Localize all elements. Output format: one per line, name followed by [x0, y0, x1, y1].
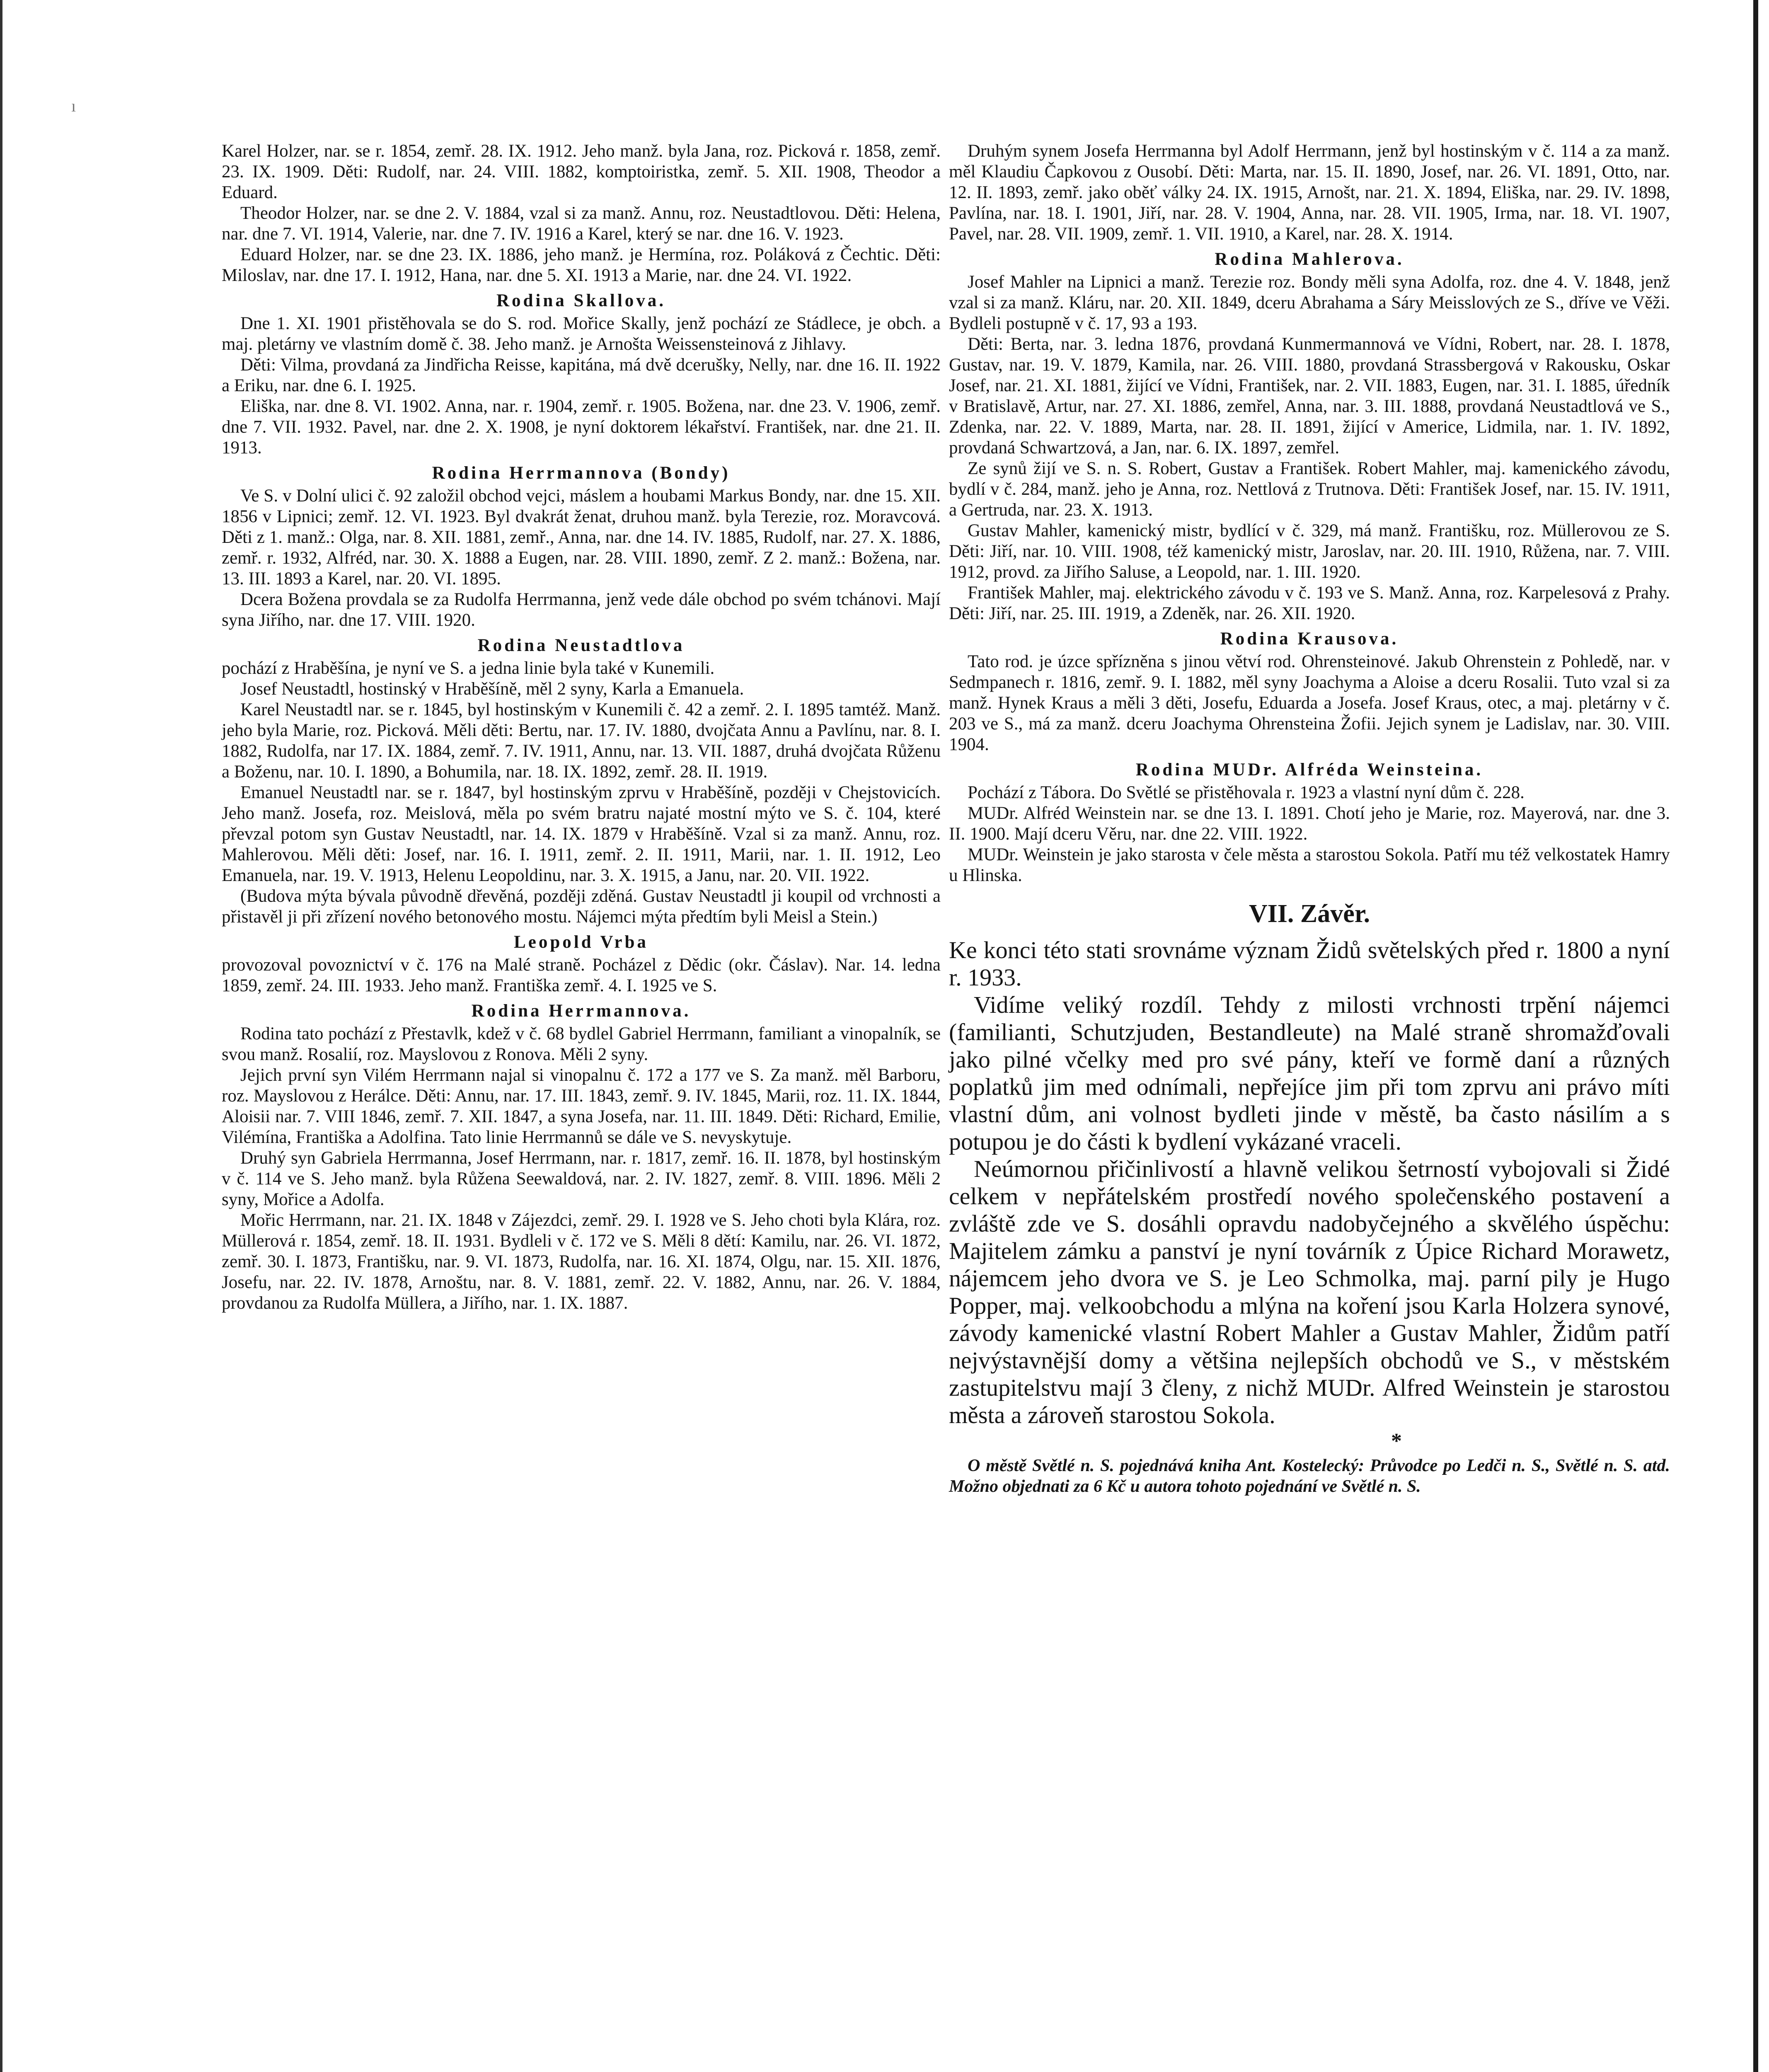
paragraph: Pochází z Tábora. Do Světlé se přistěhovala r. 1923 a vlastní nyní dům č. 228. — [968, 783, 1525, 802]
paragraph: Eduard Holzer, nar. se dne 23. IX. 1886, jeho manž. je Hermína, roz. Poláková z Čechtic. Děti: Miloslav, nar. dne 17. I. 1912, Hana, nar. dne 5. XI. 1913 a Marie, nar. dne 24. VI. 1922. — [222, 245, 941, 285]
section-heading: Rodina Skallova. — [496, 291, 666, 310]
scan-dot: ı — [71, 97, 76, 115]
paragraph: pochází z Hraběšína, je nyní ve S. a jedna linie byla také v Kunemili. — [222, 658, 715, 678]
conclusion-paragraph: Vidíme veliký rozdíl. Tehdy z milosti vrchnosti trpění nájemci (familianti, Schutzjuden, Bestandleute) na Malé straně shromažďovali jako pilné včelky med pro své pány, kteří ve formě daní a různých poplatků jim med odnímali, nepřejíce jim při tom zprvu ani právo míti vlastní dům, ani volnost bydleti jinde v městě, ba často násilím a s potupou je do části k bydlení vykázané vraceli. — [949, 991, 1670, 1155]
paragraph: Jejich první syn Vilém Herrmann najal si vinopalnu č. 172 a 177 ve S. Za manž. měl Barboru, roz. Mayslovou z Herálce. Děti: Annu, nar. 17. III. 1843, zemř. 9. IV. 1845, Marii, roz. 11. IX. 1844, Aloisii nar. 7. VIII 1846, zemř. 7. XII. 1847, a syna Josefa, nar. 11. III. 1849. Děti: Richard, Emilie, Vilémína, Františka a Adolfina. Tato linie Herrmannů se dále ve S. nevyskytuje. — [222, 1065, 941, 1147]
conclusion-paragraph: Ke konci této stati srovnáme význam Židů světelských před r. 1800 a nyní r. 1933. — [949, 937, 1670, 991]
section-heading: Leopold Vrba — [514, 932, 649, 952]
paragraph: Druhý syn Gabriela Herrmanna, Josef Herrmann, nar. r. 1817, zemř. 16. II. 1878, byl hostinským v č. 114 ve S. Jeho manž. byla Růžena Seewaldová, nar. 2. IV. 1827, zemř. 8. VIII. 1896. Měli 2 syny, Mořice a Adolfa. — [222, 1148, 941, 1209]
scan-edge-right — [1753, 0, 1758, 2072]
left-column — [222, 141, 941, 1314]
paragraph: Ve S. v Dolní ulici č. 92 založil obchod vejci, máslem a houbami Markus Bondy, nar. dne 15. XII. 1856 v Lipnici; zemř. 12. VI. 1923. Byl dvakrát ženat, druhou manž. byla Terezie, roz. Moravcová. Děti z 1. manž.: Olga, nar. 8. XII. 1881, zemř., Anna, nar. dne 14. IV. 1885, Rudolf, nar. 27. X. 1886, zemř. r. 1932, Alfréd, nar. 30. X. 1888 a Eugen, nar. 28. VIII. 1890, zemř. Z 2. manž.: Božena, nar. 13. III. 1893 a Karel, nar. 20. VI. 1895. — [222, 486, 941, 588]
paragraph: Josef Neustadtl, hostinský v Hraběšíně, měl 2 syny, Karla a Emanuela. — [240, 679, 744, 699]
paragraph: Eliška, nar. dne 8. VI. 1902. Anna, nar. r. 1904, zemř. r. 1905. Božena, nar. dne 23. V. 1906, zemř. dne 7. VII. 1932. Pavel, nar. dne 2. X. 1908, je nyní doktorem lékařství. František, nar. dne 21. II. 1913. — [222, 397, 941, 457]
paragraph: Děti: Berta, nar. 3. ledna 1876, provdaná Kunmermannová ve Vídni, Robert, nar. 28. I. 1878, Gustav, nar. 19. V. 1879, Kamila, nar. 26. VIII. 1880, provdaná Strassbergová v Rakousku, Oskar Josef, nar. 21. XI. 1881, žijící ve Vídni, František, nar. 2. VII. 1883, Eugen, nar. 31. I. 1885, úředník v Bratislavě, Artur, nar. 27. XI. 1886, zemřel, Anna, nar. 3. III. 1888, provdaná Neustadtlová ve S., Zdenka, nar. 22. V. 1889, Marta, nar. 28. II. 1891, žijící v Americe, Lidmila, nar. 1. IV. 1892, provdaná Schwartzová, a Jan, nar. 6. IX. 1897, zemřel. — [949, 334, 1670, 457]
paragraph: MUDr. Alfréd Weinstein nar. se dne 13. I. 1891. Chotí jeho je Marie, roz. Mayerová, nar. dne 3. II. 1900. Mají dceru Věru, nar. dne 22. VIII. 1922. — [949, 804, 1670, 844]
paragraph: Druhým synem Josefa Herrmanna byl Adolf Herrmann, jenž byl hostinským v č. 114 a za manž. měl Klaudiu Čapkovou z Ousobí. Děti: Marta, nar. 15. II. 1890, Josef, nar. 26. VI. 1891, Otto, nar. 12. II. 1893, zemř. jako oběť války 24. IX. 1915, Arnošt, nar. 21. X. 1894, Eliška, nar. 29. IV. 1898, Pavlína, nar. 18. I. 1901, Jiří, nar. 28. V. 1904, Anna, nar. 28. VII. 1905, Irma, nar. 18. VI. 1907, Pavel, nar. 28. VII. 1909, zemř. 1. VII. 1910, a Karel, nar. 28. X. 1914. — [949, 141, 1670, 244]
paragraph: František Mahler, maj. elektrického závodu v č. 193 ve S. Manž. Anna, roz. Karpelesová z Prahy. Děti: Jiří, nar. 25. III. 1919, a Zdeněk, nar. 26. XII. 1920. — [949, 583, 1670, 623]
right-column — [949, 141, 1670, 1497]
paragraph: Rodina tato pochází z Přestavlk, kdež v č. 68 bydlel Gabriel Herrmann, familiant a vinopalník, se svou manž. Rosalií, roz. Mayslovou z Ronova. Měli 2 syny. — [222, 1024, 941, 1064]
conclusion-paragraph: Neúmornou přičinlivostí a hlavně velikou šetrností vybojovali si Židé celkem v nepřátelském prostředí nového společenského postavení a zvláště zde ve S. dosáhli opravdu nadobyčejného a skvělého úspěchu: Majitelem zámku a panství je nyní továrník z Úpice Richard Morawetz, nájemcem jeho dvora ve S. je Leo Schmolka, maj. parní pily je Hugo Popper, maj. velkoobchodu a mlýna na koření jsou Karla Holzera synové, závody kamenické vlastní Robert Mahler a Gustav Mahler, Židům patří nejvýstavnější domy a většina nejlepších obchodů ve S., v městském zastupitelstvu mají 3 členy, z nichž MUDr. Alfred Weinstein je starostou města a zároveň starostou Sokola. — [949, 1155, 1670, 1428]
paragraph: Ze synů žijí ve S. n. S. Robert, Gustav a František. Robert Mahler, maj. kamenického závodu, bydlí v č. 284, manž. jeho je Anna, roz. Nettlová z Trutnova. Děti: František Josef, nar. 15. IV. 1911, a Gertruda, nar. 23. X. 1913. — [949, 459, 1670, 520]
footnote: O městě Světlé n. S. pojednává kniha Ant. Kostelecký: Průvodce po Ledči n. S., Světlé n. S. atd. Možno objednati za 6 Kč u autora tohoto pojednání ve Světlé n. S. — [949, 1456, 1670, 1496]
paragraph: Karel Holzer, nar. se r. 1854, zemř. 28. IX. 1912. Jeho manž. byla Jana, roz. Picková r. 1858, zemř. 23. IX. 1909. Děti: Rudolf, nar. 24. VIII. 1882, komptoiristka, zemř. 5. XII. 1908, Theodor a Eduard. — [222, 141, 941, 202]
section-heading: Rodina Herrmannova (Bondy) — [432, 463, 731, 483]
section-heading: Rodina Neustadtlova — [477, 636, 685, 655]
section-heading: Rodina Mahlerova. — [1215, 249, 1404, 269]
section-heading: Rodina Herrmannova. — [471, 1001, 691, 1021]
paragraph: Dcera Božena provdala se za Rudolfa Herrmanna, jenž vede dále obchod po svém tchánovi. Mají syna Jiřího, nar. dne 17. VIII. 1920. — [222, 590, 941, 630]
paragraph: Tato rod. je úzce spřízněna s jinou větví rod. Ohrensteinové. Jakub Ohrenstein z Pohledě, nar. v Sedmpanech r. 1816, zemř. 9. I. 1882, měl syny Joachyma a Aloise a dceru Rosalii. Tuto vzal si za manž. Hynek Kraus a měli 3 děti, Josefu, Eduarda a Josefa. Josef Kraus, otec, a maj. pletárny v č. 203 ve S., má za manž. dceru Joachyma Ohrensteina Žofii. Jejich synem je Ladislav, nar. 30. VIII. 1904. — [949, 652, 1670, 754]
section-heading: Rodina MUDr. Alfréda Weinsteina. — [1135, 760, 1483, 779]
paragraph: Dne 1. XI. 1901 přistěhovala se do S. rod. Mořice Skally, jenž pochází ze Stádlece, je obch. a maj. pletárny ve vlastním domě č. 38. Jeho manž. je Arnošta Weissensteinová z Jihlavy. — [222, 314, 941, 354]
paragraph: (Budova mýta bývala původně dřevěná, později zděná. Gustav Neustadtl ji koupil od vrchnosti a přistavěl ji při zřízení nového betonového mostu. Nájemci mýta předtím byli Meisl a Stein.) — [222, 886, 941, 927]
paragraph: Gustav Mahler, kamenický mistr, bydlící v č. 329, má manž. Františku, roz. Müllerovou ze S. Děti: Jiří, nar. 10. VIII. 1908, též kamenický mistr, Jaroslav, nar. 20. III. 1910, Růžena, nar. 7. VIII. 1912, provd. za Jiřího Saluse, a Leopold, nar. 1. III. 1920. — [949, 521, 1670, 582]
asterisk-separator: * — [1391, 1429, 1402, 1453]
paragraph: Mořic Herrmann, nar. 21. IX. 1848 v Zájezdci, zemř. 29. I. 1928 ve S. Jeho choti byla Klára, roz. Müllerová r. 1854, zemř. 18. II. 1931. Bydleli v č. 172 ve S. Měli 8 dětí: Kamilu, nar. 26. VI. 1872, zemř. 30. I. 1873, Františku, nar. 9. VI. 1873, Rudolfa, nar. 16. XI. 1874, Olgu, nar. 15. XII. 1876, Josefu, nar. 22. IV. 1878, Arnoštu, nar. 8. V. 1881, zemř. 22. V. 1882, Annu, nar. 26. V. 1884, provdanou za Rudolfa Müllera, a Jiřího, nar. 1. IX. 1887. — [222, 1210, 941, 1313]
paragraph: MUDr. Weinstein je jako starosta v čele města a starostou Sokola. Patří mu též velkostatek Hamry u Hlinska. — [949, 845, 1670, 885]
scan-edge-left — [0, 0, 2, 2072]
section-heading: Rodina Krausova. — [1220, 629, 1399, 649]
paragraph: Děti: Vilma, provdaná za Jindřicha Reisse, kapitána, má dvě dcerušky, Nelly, nar. dne 16. II. 1922 a Eriku, nar. dne 6. I. 1925. — [222, 355, 941, 395]
paragraph: Emanuel Neustadtl nar. se r. 1847, byl hostinským zprvu v Hraběšíně, později v Chejstovicích. Jeho manž. Josefa, roz. Meislová, měla po svém bratru najaté mostní mýto ve S. č. 104, které převzal potom syn Gustav Neustadtl, nar. 14. IX. 1879 v Hraběšíně. Vzal si za manž. Annu, roz. Mahlerovou. Měli děti: Josef, nar. 16. I. 1911, zemř. 2. II. 1911, Marii, nar. 1. II. 1912, Leo Emanuela, nar. 19. V. 1913, Helenu Leopoldinu, nar. 3. X. 1915, a Janu, nar. 20. VII. 1922. — [222, 783, 941, 885]
paragraph: Karel Neustadtl nar. se r. 1845, byl hostinským v Kunemili č. 42 a zemř. 2. I. 1895 tamtéž. Manž. jeho byla Marie, roz. Picková. Měli děti: Bertu, nar. 17. IV. 1880, dvojčata Annu a Pavlínu, nar. 8. I. 1882, Rudolfa, nar 17. IX. 1884, zemř. 7. IV. 1911, Annu, nar. 13. VII. 1887, druhá dvojčata Růženu a Boženu, nar. 10. I. 1890, a Bohumila, nar. 18. IX. 1892, zemř. 28. II. 1919. — [222, 700, 941, 782]
chapter-title: VII. Závěr. — [1249, 900, 1370, 928]
paragraph: Josef Mahler na Lipnici a manž. Terezie roz. Bondy měli syna Adolfa, roz. dne 4. V. 1848, jenž vzal si za manž. Kláru, nar. 20. XII. 1849, dceru Abrahama a Sáry Meisslových ze S., dříve ve Věži. Bydleli postupně v č. 17, 93 a 193. — [949, 272, 1670, 333]
paragraph: provozoval povoznictví v č. 176 na Malé straně. Pocházel z Dědic (okr. Čáslav). Nar. 14. ledna 1859, zemř. 24. III. 1933. Jeho manž. Františka zemř. 4. I. 1925 ve S. — [222, 955, 941, 995]
paragraph: Theodor Holzer, nar. se dne 2. V. 1884, vzal si za manž. Annu, roz. Neustadtlovou. Děti: Helena, nar. dne 7. VI. 1914, Valerie, nar. dne 7. IV. 1916 a Karel, který se nar. dne 16. V. 1923. — [222, 203, 941, 244]
